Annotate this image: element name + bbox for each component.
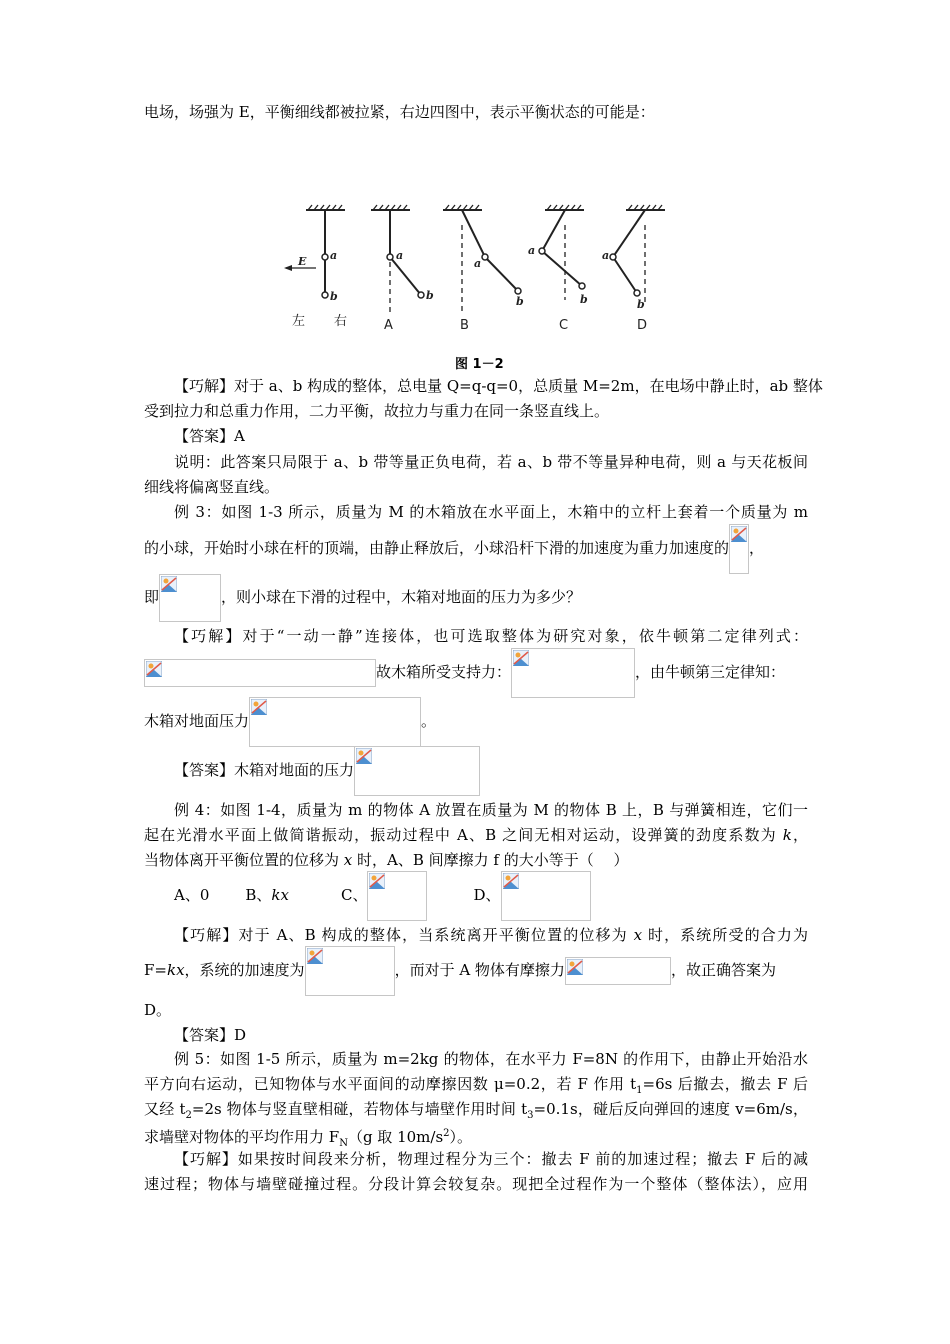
formula-image-icon bbox=[565, 957, 671, 985]
ex3-jiejie3: 木箱对地面压力 。 bbox=[144, 697, 436, 747]
ex2-note-line1: 说明：此答案只局限于 a、b 带等量正负电荷，若 a、b 带不等量异种电荷，则 a 与天花板间 bbox=[174, 453, 808, 471]
svg-text:b: b bbox=[516, 295, 524, 308]
ex4-line1: 例 4：如图 1-4，质量为 m 的物体 A 放置在质量为 M 的物体 B 上，B 与弹簧相连，它们一 bbox=[174, 801, 808, 819]
ex3-line3: 即 ，则小球在下滑的过程中，木箱对地面的压力为多少？ bbox=[144, 574, 581, 622]
intro-line: 电场，场强为 E，平衡细线都被拉紧，右边四图中，表示平衡状态的可能是： bbox=[144, 103, 655, 121]
formula-image-icon bbox=[367, 871, 427, 921]
figure-1-2 bbox=[280, 195, 680, 345]
ex4-line2: 起在光滑水平面上做简谐振动，振动过程中 A、B 之间无相对运动，设弹簧的劲度系数为 k， bbox=[144, 826, 808, 844]
ex3-line2: 的小球，开始时小球在杆的顶端，由静止释放后，小球沿杆下滑的加速度为重力加速度的 ， bbox=[144, 524, 764, 574]
ex2-jiejie-line1: 【巧解】对于 a、b 构成的整体，总电量 Q=q-q=0，总质量 M=2m，在电场中静止时，ab 整体 bbox=[174, 377, 823, 395]
formula-image-icon bbox=[354, 746, 480, 796]
ex2-note-line2: 细线将偏离竖直线。 bbox=[144, 478, 280, 496]
left-label: 左 bbox=[292, 314, 306, 329]
svg-text:b: b bbox=[330, 290, 338, 303]
ex5-line3: 又经 $t_2=2s$ 物体与竖直壁相碰，若物体与墙壁作用时间 $t_3=0.1s$，碰后反向弹回的速度 v=6m/s， bbox=[144, 1100, 808, 1121]
ex5-jiejie1: 【巧解】如果按时间段来分析，物理过程分为三个：撤去 F 前的加速过程；撤去 F 后的减 bbox=[174, 1150, 808, 1168]
e-field-label: E bbox=[298, 255, 307, 268]
svg-text:b: b bbox=[637, 298, 645, 311]
option-c-label: C bbox=[559, 318, 569, 333]
svg-text:a: a bbox=[602, 249, 610, 262]
ex2-answer: 【答案】A bbox=[174, 427, 245, 445]
formula-image-icon bbox=[305, 946, 395, 996]
ex5-jiejie2: 速过程；物体与墙壁碰撞过程。分段计算会较复杂。现把全过程作为一个整体（整体法），应用 bbox=[144, 1175, 808, 1193]
ex4-answer: 【答案】D bbox=[174, 1026, 247, 1044]
ex4-options: A、0 B、kx C、 D、 bbox=[174, 871, 591, 921]
option-a-label: A bbox=[384, 318, 393, 333]
svg-text:a: a bbox=[396, 249, 404, 262]
ex5-line4: 求墙壁对物体的平均作用力 $F_N(g$ 取 $10m/s^2$）。 bbox=[144, 1128, 473, 1149]
svg-text:b: b bbox=[580, 293, 588, 306]
ex3-jiejie1: 【巧解】对于“一动一静”连接体，也可选取整体为研究对象，依牛顿第二定律列式： bbox=[174, 627, 808, 645]
formula-image-icon bbox=[501, 871, 591, 921]
svg-text:b: b bbox=[426, 289, 434, 302]
svg-text:a: a bbox=[528, 244, 536, 257]
option-b: B、 bbox=[245, 886, 272, 904]
option-d: D、 bbox=[473, 886, 501, 904]
ex5-line1: 例 5：如图 1-5 所示，质量为 m=2kg 的物体，在水平力 F=8N 的作用下，由静止开始沿水 bbox=[174, 1050, 808, 1068]
ex2-jiejie-line2: 受到拉力和总重力作用，二力平衡，故拉力与重力在同一条竖直线上。 bbox=[144, 402, 610, 420]
option-d-label: D bbox=[637, 318, 648, 333]
formula-image-icon bbox=[511, 648, 635, 698]
ex4-jiejie2: F=kx，系统的加速度为 ，而对于 A 物体有摩擦力 ，故正确答案为 bbox=[144, 946, 776, 996]
ex4-line3: 当物体离开平衡位置的位移为 x 时，A、B 间摩擦力 f 的大小等于（ ） bbox=[144, 851, 629, 869]
ex3-answer: 【答案】木箱对地面的压力 bbox=[174, 746, 480, 796]
option-b-label: B bbox=[460, 318, 469, 333]
formula-image-icon bbox=[144, 659, 376, 687]
ex3-jiejie2: 故木箱所受支持力： ，由牛顿第三定律知： bbox=[144, 648, 785, 698]
formula-image-icon bbox=[249, 697, 421, 747]
ex3-line1: 例 3：如图 1-3 所示，质量为 M 的木箱放在水平面上，木箱中的立杆上套着一个质量为 m bbox=[174, 503, 808, 521]
option-a: A、0 bbox=[174, 886, 210, 904]
formula-image-icon bbox=[159, 574, 221, 622]
ex4-jiejie3: D。 bbox=[144, 1001, 172, 1019]
figure-caption: 图 1－2 bbox=[455, 357, 504, 372]
ex5-line2: 平方向右运动，已知物体与水平面间的动摩擦因数 μ=0.2，若 F 作用 $t_1=6s$ 后撤去，撤去 F 后 bbox=[144, 1075, 808, 1096]
ex4-jiejie1: 【巧解】对于 A、B 构成的整体，当系统离开平衡位置的位移为 x 时，系统所受的合力为 bbox=[174, 926, 808, 944]
right-label: 右 bbox=[334, 314, 348, 329]
svg-text:a: a bbox=[474, 257, 482, 270]
svg-text:a: a bbox=[330, 249, 338, 262]
formula-image-icon bbox=[729, 524, 749, 574]
option-c: C、 bbox=[340, 886, 368, 904]
